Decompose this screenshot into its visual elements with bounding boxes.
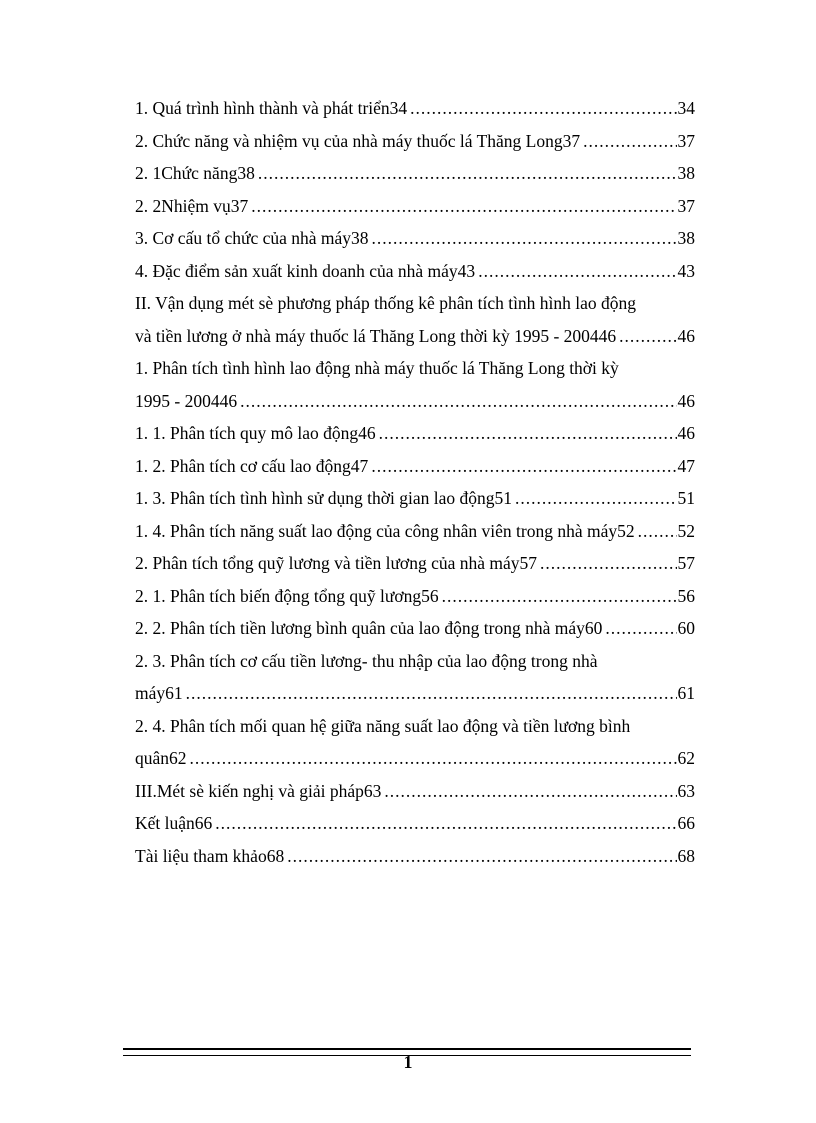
toc-entry[interactable]: [135, 775, 695, 808]
page-number: 1: [403, 1052, 413, 1072]
toc-entry-page: 51: [677, 488, 695, 508]
toc-entry-title: quân62: [135, 748, 187, 768]
toc-leader: [251, 190, 676, 223]
toc-entry-page: 56: [677, 585, 695, 606]
toc-entry[interactable]: [135, 807, 695, 840]
toc-entry-heading-line[interactable]: [135, 287, 695, 320]
toc-leader: [186, 677, 677, 710]
toc-entry-page: 34: [677, 98, 695, 118]
toc-leader: [442, 580, 677, 613]
toc-entry-title: III.Mét sè kiến nghị và giải pháp63: [135, 780, 382, 801]
toc-entry-page: 46: [677, 325, 695, 346]
toc-leader: [410, 92, 676, 125]
toc-entry[interactable]: [135, 385, 695, 418]
toc-entry[interactable]: [135, 515, 695, 548]
toc-entry-page: 61: [677, 683, 695, 703]
toc-entry[interactable]: [135, 255, 695, 288]
toc-entry-page: 38: [677, 228, 695, 248]
toc-entry-title: 2. Chức năng và nhiệm vụ của nhà máy thuốc lá Thăng Long37: [135, 130, 581, 151]
toc-entry-page: 37: [677, 195, 695, 216]
toc-entry[interactable]: [135, 482, 695, 515]
toc-entry-page: 38: [677, 163, 695, 183]
toc-leader: [384, 775, 676, 808]
toc-entry[interactable]: [135, 190, 695, 223]
toc-entry-title: 1995 - 200446: [135, 390, 238, 411]
toc-entry[interactable]: [135, 450, 695, 483]
toc-leader: [215, 807, 676, 840]
toc-leader: [379, 417, 677, 450]
toc-entry[interactable]: [135, 547, 695, 580]
toc-entry-heading-line[interactable]: [135, 352, 695, 385]
toc-entry-title: và tiền lương ở nhà máy thuốc lá Thăng Long thời kỳ 1995 - 200446: [135, 325, 617, 346]
toc-leader: [371, 450, 676, 483]
toc-entry-title: 2. 2Nhiệm vụ37: [135, 195, 249, 216]
toc-entry[interactable]: [135, 677, 695, 710]
toc-entry-title: Kết luận66: [135, 813, 213, 833]
toc-entry[interactable]: [135, 157, 695, 190]
toc-entry-page: 47: [677, 455, 695, 476]
toc-entry-title: 4. Đặc điểm sản xuất kinh doanh của nhà máy43: [135, 260, 476, 281]
toc-entry[interactable]: [135, 125, 695, 158]
toc-entry-page: 52: [677, 520, 695, 541]
toc-entry[interactable]: [135, 92, 695, 125]
toc-entry-title-line1: 2. 4. Phân tích mối quan hệ giữa năng suất lao động và tiền lương bình: [135, 715, 631, 736]
toc-entry-page: 37: [677, 130, 695, 151]
toc-entry-page: 66: [677, 813, 695, 833]
toc-leader: [240, 385, 676, 418]
toc-leader: [287, 840, 676, 873]
toc-entry-heading-line[interactable]: [135, 710, 695, 743]
toc-leader: [540, 547, 677, 580]
toc-leader: [605, 612, 676, 645]
toc-leader: [478, 255, 676, 288]
toc-entry-title-line1: II. Vận dụng mét sè phương pháp thống kê phân tích tình hình lao động: [135, 293, 637, 313]
toc-entry-page: 63: [677, 780, 695, 801]
toc-entry-title-line1: 2. 3. Phân tích cơ cấu tiền lương- thu nhập của lao động trong nhà: [135, 650, 598, 671]
toc-leader: [619, 320, 676, 353]
toc-entry[interactable]: [135, 320, 695, 353]
toc-entry-title: 2. Phân tích tổng quỹ lương và tiền lương của nhà máy57: [135, 553, 537, 573]
toc-entry-title: 1. 4. Phân tích năng suất lao động của công nhân viên trong nhà máy52: [135, 520, 635, 541]
toc-entry-title: Tài liệu tham khảo68: [135, 845, 285, 866]
toc-entry-title: 1. 2. Phân tích cơ cấu lao động47: [135, 455, 369, 476]
toc-entry[interactable]: [135, 222, 695, 255]
toc-entry-page: 62: [677, 748, 695, 768]
toc-entry[interactable]: [135, 840, 695, 873]
toc-entry-page: 46: [677, 390, 695, 411]
toc-entry-page: 57: [677, 553, 695, 573]
toc-entry[interactable]: [135, 612, 695, 645]
toc-entry-title: máy61: [135, 683, 183, 703]
toc-leader: [258, 157, 677, 190]
toc-entry[interactable]: [135, 417, 695, 450]
toc-entry-title: 1. 3. Phân tích tình hình sử dụng thời gian lao động51: [135, 488, 512, 508]
toc-entry[interactable]: [135, 580, 695, 613]
toc-entry-title: 2. 1. Phân tích biến động tổng quỹ lương56: [135, 585, 439, 606]
toc-leader: [638, 515, 677, 548]
toc-entry-title: 1. Quá trình hình thành và phát triển34: [135, 98, 408, 118]
toc-entry[interactable]: [135, 742, 695, 775]
toc-entry-title: 1. 1. Phân tích quy mô lao động46: [135, 423, 376, 443]
toc-entry-page: 60: [677, 618, 695, 638]
toc-entry-title: 3. Cơ cấu tổ chức của nhà máy38: [135, 228, 369, 248]
toc-entry-heading-line[interactable]: [135, 645, 695, 678]
toc-leader: [583, 125, 676, 158]
toc-entry-page: 43: [677, 260, 695, 281]
toc-entry-title: 2. 2. Phân tích tiền lương bình quân của lao động trong nhà máy60: [135, 618, 603, 638]
toc-leader: [190, 742, 677, 775]
toc-entry-page: 68: [677, 845, 695, 866]
table-of-contents: [135, 92, 695, 872]
toc-leader: [515, 482, 677, 515]
toc-entry-title: 2. 1Chức năng38: [135, 163, 255, 183]
toc-entry-page: 46: [677, 423, 695, 443]
toc-leader: [372, 222, 677, 255]
toc-entry-title-line1: 1. Phân tích tình hình lao động nhà máy thuốc lá Thăng Long thời kỳ: [135, 358, 619, 378]
